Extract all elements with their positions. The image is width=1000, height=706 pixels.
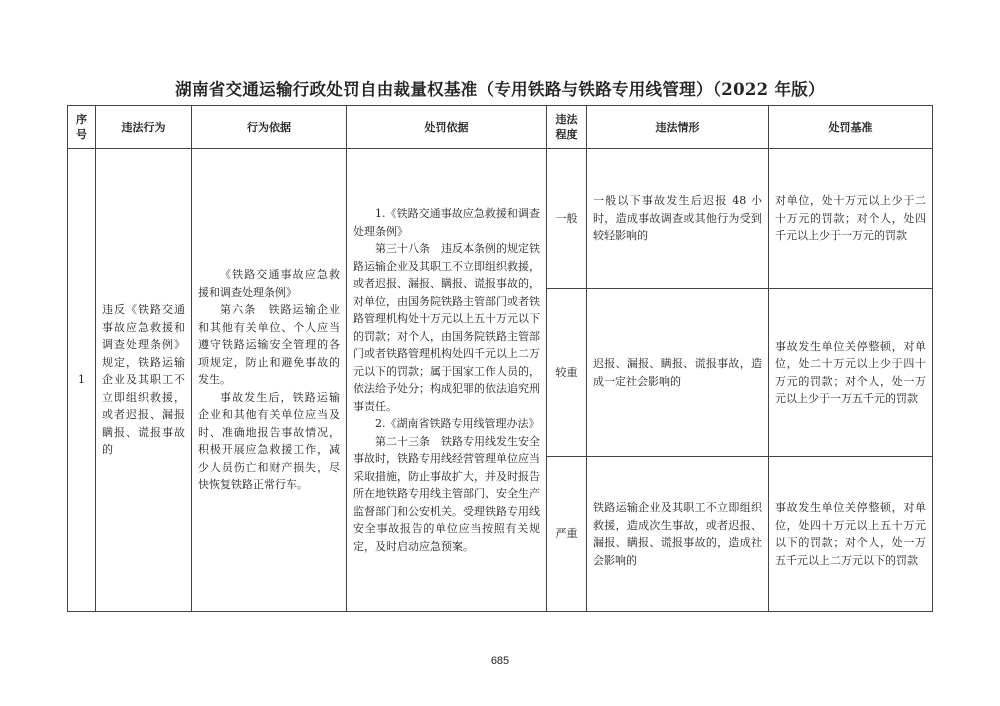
circumstance-serious: 迟报、漏报、瞒报、谎报事故，造成一定社会影响的 bbox=[587, 289, 769, 457]
header-standard: 处罚基准 bbox=[769, 106, 933, 149]
basis-article-6: 第六条 铁路运输企业和其他有关单位、个人应当遵守铁路运输安全管理的各项规定，防止和避免事故的发生。 bbox=[198, 303, 340, 387]
standard-general: 对单位，处十万元以上少于二十万元的罚款；对个人，处四千元以上少于一万元的罚款 bbox=[769, 149, 933, 289]
header-circumstance: 违法情形 bbox=[587, 106, 769, 149]
row-basis bbox=[192, 149, 347, 612]
basis-article-6-cont: 事故发生后，铁路运输企业和其他有关单位应当及时、准确地报告事故情况，积极开展应急救援工作，减少人员伤亡和财产损失，尽快恢复铁路正常行车。 bbox=[198, 390, 340, 492]
page-number: 685 bbox=[490, 655, 510, 667]
standard-severe: 事故发生单位关停整顿，对单位，处四十万元以上五十万元以下的罚款；对个人，处一万五千元以上二万元以下的罚款 bbox=[769, 457, 933, 612]
penalty-source-1: 1.《铁路交通事故应急救援和调查处理条例》 bbox=[353, 207, 540, 238]
standard-serious: 事故发生单位关停整顿，对单位，处二十万元以上少于四十万元的罚款；对个人，处一万元以上少于一万五千元的罚款 bbox=[769, 289, 933, 457]
penalty-article-38: 第三十八条 违反本条例的规定铁路运输企业及其职工不立即组织救援，或者迟报、漏报、瞒报、谎报事故的，对单位，由国务院铁路主管部门或者铁路管理机构处十万元以上五十万元以下的罚款；对个人，由国务院铁路主管部门或者铁路管理机构处四千元以上二万元以下的罚款；属于国家工作人员的，依法给予处分；构成犯罪的依法追究刑事责任。 bbox=[353, 242, 540, 413]
header-penalty-basis: 处罚依据 bbox=[347, 106, 547, 149]
discretion-table bbox=[67, 105, 933, 612]
degree-severe: 严重 bbox=[547, 457, 587, 612]
header-degree: 违法程度 bbox=[547, 106, 587, 149]
header-basis: 行为依据 bbox=[192, 106, 347, 149]
basis-regulation: 《铁路交通事故应急救援和调查处理条例》 bbox=[198, 268, 340, 299]
degree-general: 一般 bbox=[547, 149, 587, 289]
table-row bbox=[68, 149, 933, 289]
circumstance-severe: 铁路运输企业及其职工不立即组织救援，造成次生事故，或者迟报、漏报、瞒报、谎报事故的，造成社会影响的 bbox=[587, 457, 769, 612]
row-seq: 1 bbox=[68, 149, 96, 612]
degree-serious: 较重 bbox=[547, 289, 587, 457]
penalty-article-23: 第二十三条 铁路专用线发生安全事故时，铁路专用线经营管理单位应当采取措施，防止事故扩大，并及时报告所在地铁路专用线主管部门、安全生产监督部门和公安机关。受理铁路专用线安全事故报告的单位应当按照有关规定，及时启动应急预案。 bbox=[353, 434, 540, 553]
document-title: 湖南省交通运输行政处罚自由裁量权基准（专用铁路与铁路专用线管理）（2022 年版） bbox=[175, 80, 825, 99]
row-penalty-basis bbox=[347, 149, 547, 612]
penalty-source-2: 2.《湖南省铁路专用线管理办法》 bbox=[375, 417, 540, 430]
header-row bbox=[68, 106, 933, 149]
row-violation: 违反《铁路交通事故应急救援和调查处理条例》规定，铁路运输企业及其职工不立即组织救援，或者迟报、漏报瞒报、谎报事故的 bbox=[96, 149, 192, 612]
circumstance-general: 一般以下事故发生后迟报 48 小时，造成事故调查或其他行为受到较轻影响的 bbox=[587, 149, 769, 289]
header-violation: 违法行为 bbox=[96, 106, 192, 149]
header-seq: 序号 bbox=[68, 106, 96, 149]
